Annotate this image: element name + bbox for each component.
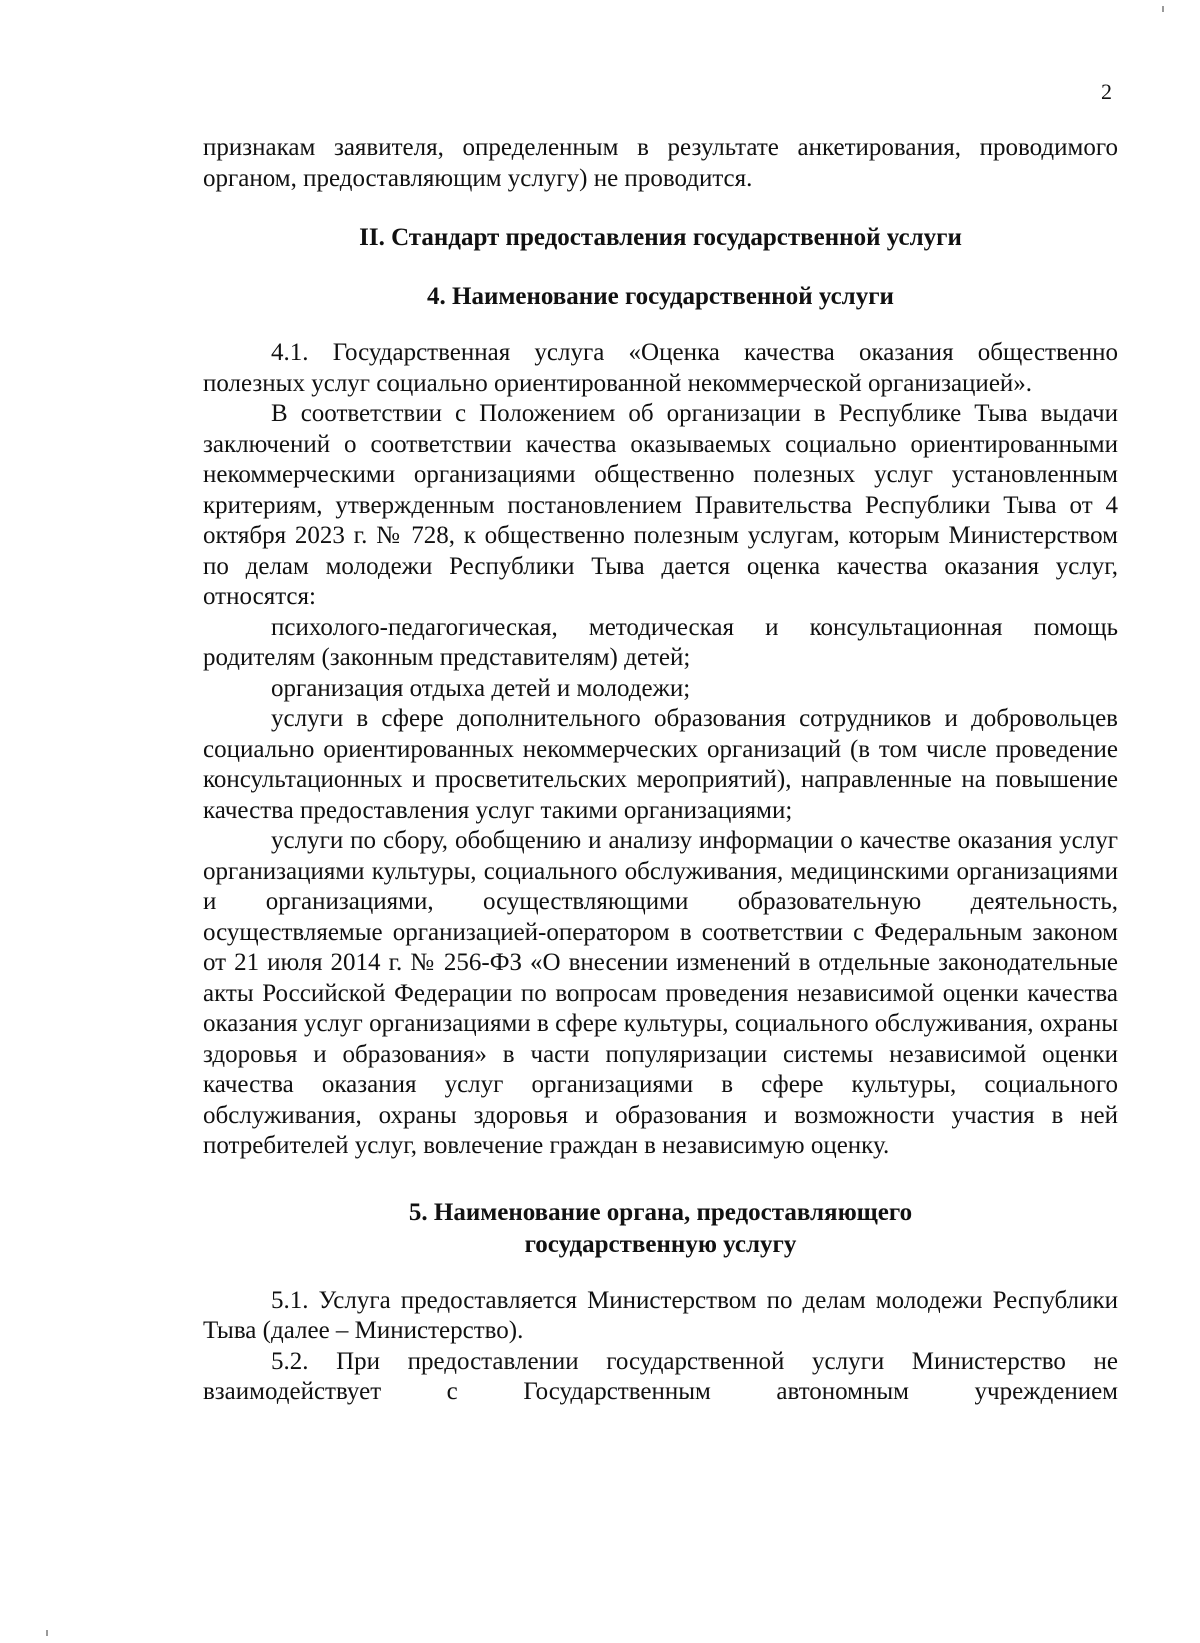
paragraph-5-1: 5.1. Услуга предоставляется Министерством по делам молодежи Республики Тыва (далее – Министерство). <box>203 1286 1118 1344</box>
list-item-psychological-help: психолого-педагогическая, методическая и консультационная помощь родителям (законным представителям) детей; <box>203 613 1118 671</box>
page-number: 2 <box>1101 79 1112 104</box>
scan-artifact-mark <box>1162 6 1164 12</box>
subsection-heading-5-line-2: государственную услугу <box>524 1230 797 1258</box>
paragraph-5-2: 5.2. При предоставлении государственной услуги Министерство не взаимодействует с Государственным автономным учреждением <box>203 1347 1118 1405</box>
subsection-heading-5-line-1: 5. Наименование органа, предоставляющего <box>408 1198 913 1226</box>
subsection-heading-5 <box>203 1197 1118 1261</box>
paragraph-regulation: В соответствии с Положением об организации в Республике Тыва выдачи заключений о соответствии качества оказываемых социально ориентированными некоммерческими организациями общественно полезных услуг установленным критериям, утвержденным постановлением Правительства Республики Тыва от 4 октября 2023 г. № 728, к общественно полезным услугам, которым Министерством по делам молодежи Республики Тыва дается оценка качества оказания услуг, относятся: <box>203 400 1118 610</box>
list-item-additional-education: услуги в сфере дополнительного образования сотрудников и добровольцев социально ориентированных некоммерческих организаций (в том числе проведение консультационных и просветительских мероприятий), направленные на повышение качества предоставления услуг такими организациями; <box>203 705 1118 824</box>
scan-artifact-mark <box>46 1630 48 1636</box>
paragraph-continuation: признакам заявителя, определенным в результате анкетирования, проводимого органом, предоставляющим услугу) не проводится. <box>203 134 1118 192</box>
subsection-heading-4: 4. Наименование государственной услуги <box>427 283 894 310</box>
document-body <box>203 133 1118 1408</box>
section-heading: II. Стандарт предоставления государственной услуги <box>359 224 962 251</box>
paragraph-4-1: 4.1. Государственная услуга «Оценка качества оказания общественно полезных услуг социально ориентированной некоммерческой организацией». <box>203 339 1118 397</box>
list-item-recreation: организация отдыха детей и молодежи; <box>271 674 691 702</box>
list-item-information-analysis: услуги по сбору, обобщению и анализу информации о качестве оказания услуг организациями культуры, социального обслуживания, медицинскими организациями и организациями, осуществляющими образовательную деятельность, осуществляемые организацией-оператором в соответствии с Федеральным законом от 21 июля 2014 г. № 256-ФЗ «О внесении изменений в отдельные законодательные акты Российской Федерации по вопросам проведения независимой оценки качества оказания услуг организациями в сфере культуры, социального обслуживания, охраны здоровья и образования» в части популяризации системы независимой оценки качества оказания услуг организациями в сфере культуры, социального обслуживания, охраны здоровья и образования и возможности участия в ней потребителей услуг, вовлечение граждан в независимую оценку. <box>203 827 1118 1159</box>
